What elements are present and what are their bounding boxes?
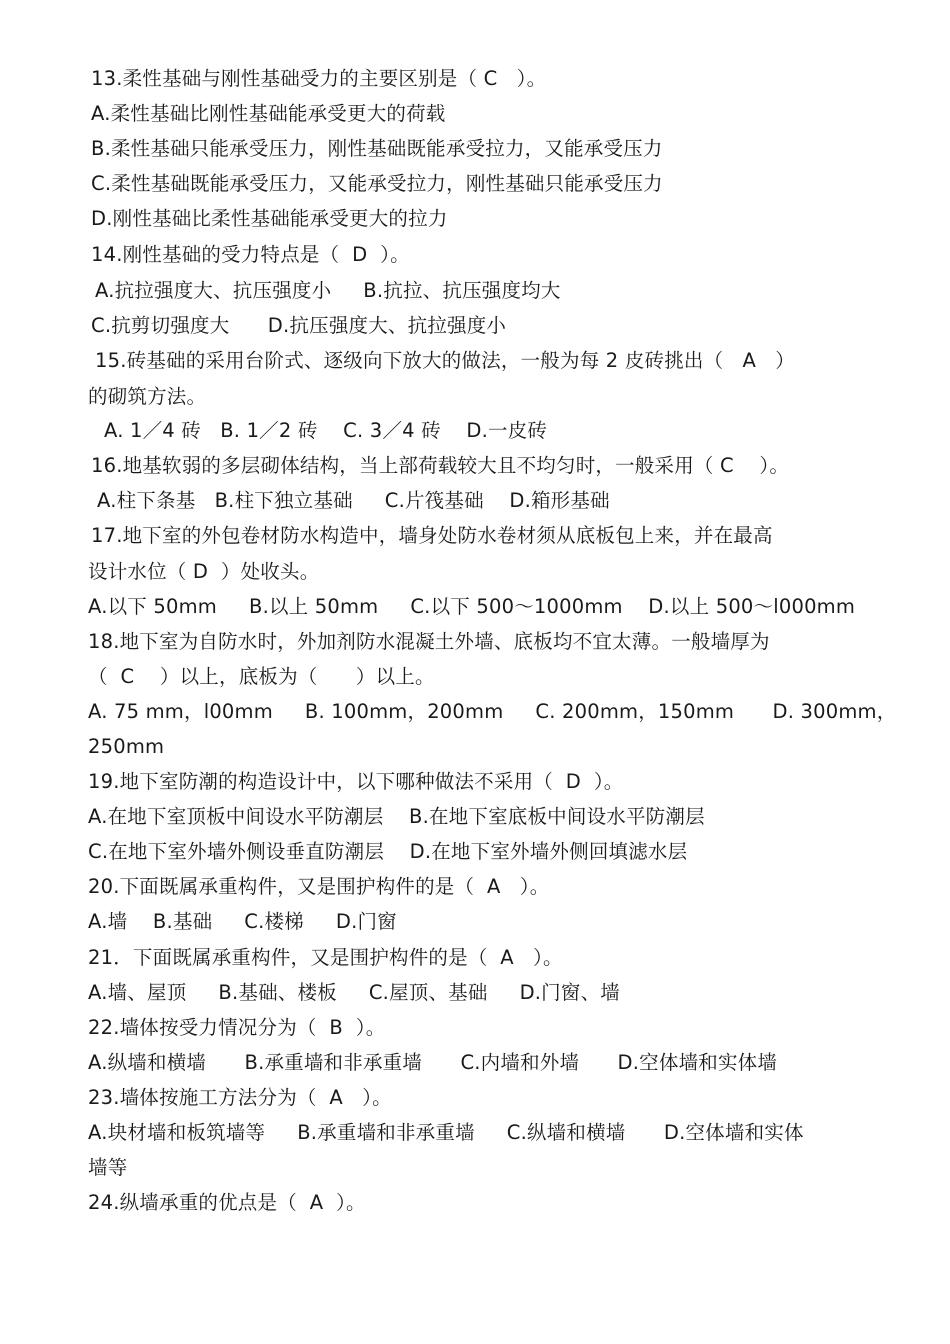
question-13-option-a: A.柔性基础比刚性基础能承受更大的荷载 — [91, 102, 446, 125]
question-18-stem-cont: （ C ）以上，底板为（ ）以上。 — [88, 665, 435, 688]
question-19-stem: 19.地下室防潮的构造设计中，以下哪种做法不采用（ D ）。 — [88, 770, 624, 793]
question-14-stem: 14.刚性基础的受力特点是（ D ）。 — [91, 243, 410, 266]
question-20-options: A.墙 B.基础 C.楼梯 D.门窗 — [88, 910, 397, 933]
question-13-stem: 13.柔性基础与刚性基础受力的主要区别是（ C ）。 — [91, 67, 547, 90]
question-23-options: A.块材墙和板筑墙等 B.承重墙和非承重墙 C.纵墙和横墙 D.空体墙和实体 — [88, 1121, 804, 1144]
question-22-stem: 22.墙体按受力情况分为（ B ）。 — [88, 1016, 386, 1039]
question-19-options-cd: C.在地下室外墙外侧设垂直防潮层 D.在地下室外墙外侧回填滤水层 — [88, 840, 688, 863]
question-22-options: A.纵墙和横墙 B.承重墙和非承重墙 C.内墙和外墙 D.空体墙和实体墙 — [88, 1051, 778, 1074]
question-15-stem: 15.砖基础的采用台阶式、逐级向下放大的做法，一般为每 2 皮砖挑出（ A ） — [95, 349, 795, 372]
question-21-stem: 21．下面既属承重构件，又是围护构件的是（ A ）。 — [88, 946, 563, 969]
question-16-stem: 16.地基软弱的多层砌体结构，当上部荷载较大且不均匀时，一般采用（ C ）。 — [91, 454, 790, 477]
question-13-option-b: B.柔性基础只能承受压力，刚性基础既能承受拉力，又能承受压力 — [91, 137, 663, 160]
question-17-options: A.以下 50mm B.以上 50mm C.以下 500～1000mm D.以上 500～l000mm — [88, 595, 856, 618]
question-21-options: A.墙、屋顶 B.基础、楼板 C.屋顶、基础 D.门窗、墙 — [88, 981, 620, 1004]
question-18-options-cont: 250mm — [88, 735, 165, 758]
question-23-options-cont: 墙等 — [88, 1156, 128, 1179]
question-14-options-cd: C.抗剪切强度大 D.抗压强度大、抗拉强度小 — [91, 314, 507, 337]
question-18-options: A. 75 mm，l00mm B. 100mm，200mm C. 200mm，150mm D. 300mm， — [88, 700, 897, 723]
question-14-options-ab: A.抗拉强度大、抗压强度小 B.抗拉、抗压强度均大 — [95, 279, 561, 302]
question-15-stem-cont: 的砌筑方法。 — [88, 385, 207, 408]
question-18-stem: 18.地下室为自防水时，外加剂防水混凝土外墙、底板均不宜太薄。一般墙厚为 — [88, 630, 770, 653]
question-24-stem: 24.纵墙承重的优点是（ A ）。 — [88, 1191, 366, 1214]
question-19-options-ab: A.在地下室顶板中间设水平防潮层 B.在地下室底板中间设水平防潮层 — [88, 805, 705, 828]
question-16-options: A.柱下条基 B.柱下独立基础 C.片筏基础 D.箱形基础 — [97, 489, 610, 512]
question-13-option-c: C.柔性基础既能承受压力，又能承受拉力，刚性基础只能承受压力 — [91, 172, 663, 195]
question-15-options: A. 1／4 砖 B. 1／2 砖 C. 3／4 砖 D.一皮砖 — [104, 419, 548, 442]
question-23-stem: 23.墙体按施工方法分为（ A ）。 — [88, 1086, 392, 1109]
question-20-stem: 20.下面既属承重构件，又是围护构件的是（ A ）。 — [88, 875, 550, 898]
question-13-option-d: D.刚性基础比柔性基础能承受更大的拉力 — [91, 207, 448, 230]
question-17-stem-cont: 设计水位（ D ）处收头。 — [88, 560, 320, 583]
question-17-stem: 17.地下室的外包卷材防水构造中，墙身处防水卷材须从底板包上来，并在最高 — [91, 524, 773, 547]
